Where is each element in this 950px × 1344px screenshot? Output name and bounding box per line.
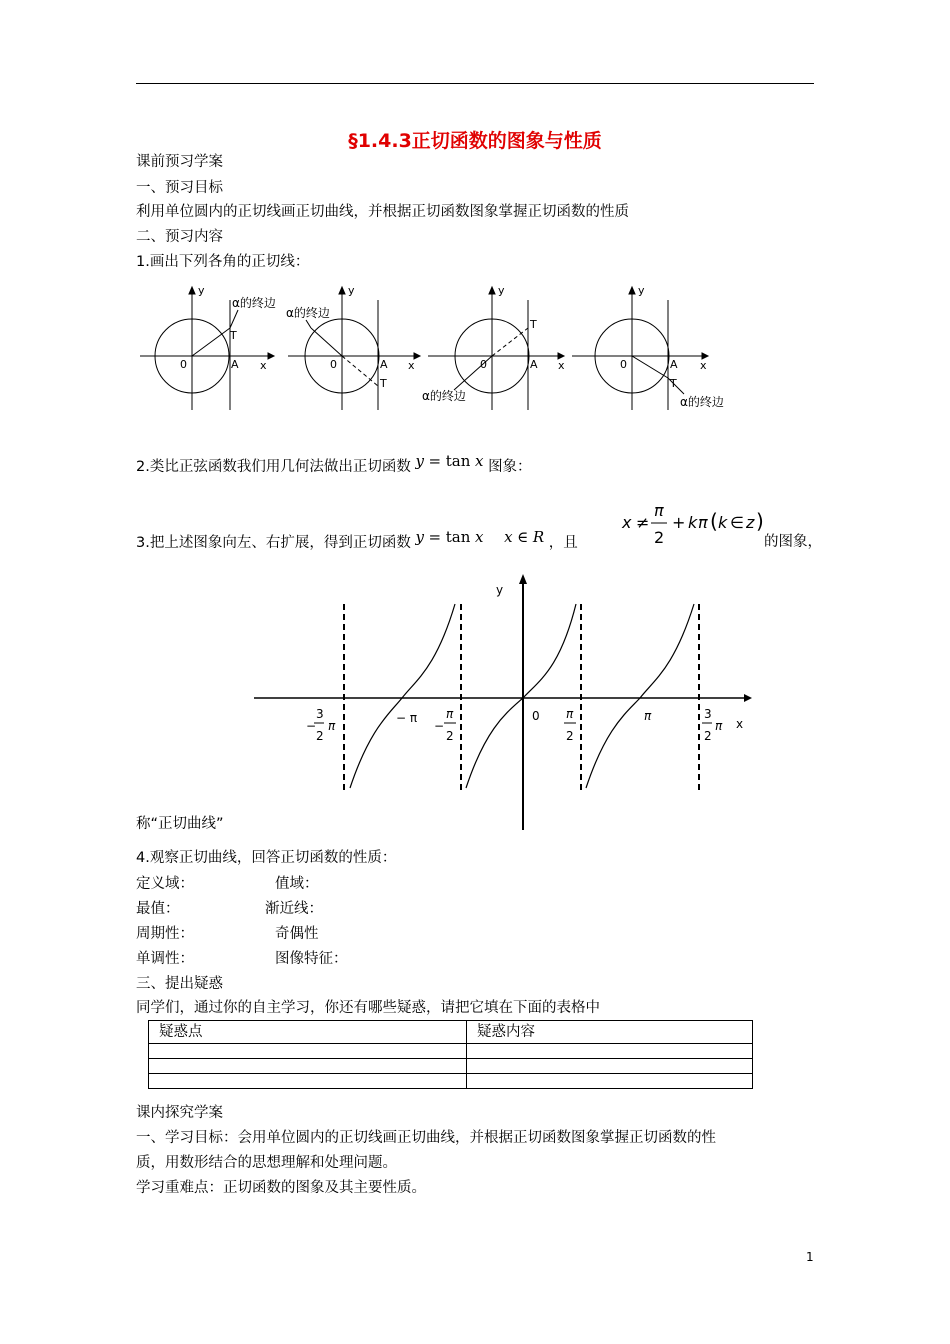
cond-plus: + [672,513,686,532]
cond-neq: ≠ [636,513,650,532]
table-cell[interactable] [149,1074,467,1089]
fig2-x-label: x [408,359,415,372]
formula-x2: x [504,528,513,546]
tick-neg-pi2-num: π [446,707,454,721]
goal-text: 利用单位圆内的正切线画正切曲线，并根据正切函数图象掌握正切函数的性质 [136,204,629,220]
fig1-a-label: A [231,358,239,371]
graph-y-label: y [496,583,504,597]
cond-pi2: π [698,513,708,532]
fig1-alpha-label: α的终边 [232,296,276,310]
graph-x-label: x [736,717,744,731]
learning-goal-cont: 质，用数形结合的思想理解和处理问题。 [136,1155,397,1171]
question-4: 4.观察正切曲线，回答正切函数的性质： [136,850,397,866]
question-3-tail: 的图象， [764,534,822,550]
table-cell[interactable] [467,1044,753,1059]
tick-3pi2-den: 2 [704,729,712,743]
table-row [149,1059,753,1074]
table-cell[interactable] [467,1074,753,1089]
tick-neg-3pi2-pi: π [328,719,336,733]
prop-domain: 定义域： [136,876,194,892]
prop-extrema: 最值： [136,901,180,917]
fig3-origin-label: 0 [480,358,487,371]
tick-neg-3pi2-minus: − [306,719,317,733]
fig4-x-label: x [700,359,707,372]
prop-period: 周期性： [136,926,194,942]
condition-formula [620,498,770,554]
fig3-x-label: x [558,359,565,372]
page-number: 1 [806,1250,814,1264]
formula-eq: = [428,528,442,546]
tick-neg-pi: − π [396,711,418,725]
table-header-content: 疑惑内容 [467,1021,753,1044]
question-3 [136,528,578,553]
cond-rparen: ) [756,509,764,533]
unit-circle-figures [136,282,756,412]
doubts-table [148,1020,753,1089]
heading-content: 二、预习内容 [136,229,223,245]
fig3-alpha-label: α的终边 [422,389,466,403]
fig2-alpha-label: α的终边 [286,306,330,320]
prop-graph-feature: 图像特征： [275,951,348,967]
formula-tan: tan [445,528,471,546]
cond-lparen: ( [710,509,718,533]
doubts-instruction: 同学们，通过你的自主学习，你还有哪些疑惑，请把它填在下面的表格中 [136,1000,600,1016]
question-2-tail: 图象： [488,459,532,475]
formula-eq: = [428,452,442,470]
tick-neg-3pi2-num: 3 [316,707,324,721]
table-cell[interactable] [149,1059,467,1074]
table-row [149,1044,753,1059]
section-inclass: 课内探究学案 [136,1105,223,1121]
question-1: 1.画出下列各角的正切线： [136,254,310,270]
formula-x: x [474,452,484,470]
question-2 [136,452,532,477]
prop-monotonic: 单调性： [136,951,194,967]
fig3-t-label: T [530,318,537,331]
cond-k: k [688,513,698,532]
formula-y: y [415,528,424,546]
table-cell[interactable] [149,1044,467,1059]
question-2-text: 2.类比正弦函数我们用几何法做出正切函数 [136,459,411,475]
formula-y: y [415,452,424,470]
fig4-t-label: T [670,377,677,390]
fig2-y-label: y [348,284,355,297]
fig2-t-label: T [380,377,387,390]
cond-two: 2 [654,528,665,547]
prop-parity: 奇偶性 [275,926,319,942]
fig1-origin-label: 0 [180,358,187,371]
tick-neg-pi2-minus: − [434,719,445,733]
formula-in: ∈ [517,528,529,546]
tick-3pi2-num: 3 [704,707,712,721]
table-row [149,1074,753,1089]
formula-r: R [532,528,545,546]
cond-x: x [622,513,632,532]
header-rule [136,83,814,84]
heading-doubts: 三、提出疑惑 [136,976,223,992]
tangent-curve-graph [250,568,760,832]
graph-origin-label: 0 [532,709,540,723]
fig2-origin-label: 0 [330,358,337,371]
formula-tan: tan [445,452,471,470]
fig2-a-label: A [380,358,388,371]
fig4-y-label: y [638,284,645,297]
cond-pi: π [654,501,664,520]
prop-asymptote: 渐近线： [265,901,323,917]
learning-goal: 一、学习目标：会用单位圆内的正切线画正切曲线，并根据正切函数图象掌握正切函数的性 [136,1130,716,1146]
tick-pi2-den: 2 [566,729,574,743]
page-title: §1.4.3正切函数的图象与性质 [348,130,602,152]
fig3-a-label: A [530,358,538,371]
fig4-a-label: A [670,358,678,371]
prop-range: 值域： [275,876,319,892]
tick-pi: π [644,709,652,723]
tick-neg-pi2-den: 2 [446,729,454,743]
heading-goal: 一、预习目标 [136,180,223,196]
question-3-mid: ，且 [548,535,578,551]
fig3-y-label: y [498,284,505,297]
tangent-curve-caption: 称“正切曲线” [136,816,224,832]
tick-3pi2-pi: π [715,719,723,733]
key-difficulty: 学习重难点：正切函数的图象及其主要性质。 [136,1180,426,1196]
question-3-text: 3.把上述图象向左、右扩展，得到正切函数 [136,535,411,551]
fig1-t-label: T [230,329,237,342]
fig1-y-label: y [198,284,205,297]
formula-x: x [474,528,484,546]
fig4-alpha-label: α的终边 [680,395,724,409]
fig4-origin-label: 0 [620,358,627,371]
tick-neg-3pi2-den: 2 [316,729,324,743]
fig1-x-label: x [260,359,267,372]
cond-in: ∈ [730,513,744,532]
section-preview: 课前预习学案 [136,154,223,170]
table-header-point: 疑惑点 [149,1021,467,1044]
cond-z: z [746,513,755,532]
cond-k2: k [718,513,728,532]
table-cell[interactable] [467,1059,753,1074]
tick-pi2-num: π [566,707,574,721]
